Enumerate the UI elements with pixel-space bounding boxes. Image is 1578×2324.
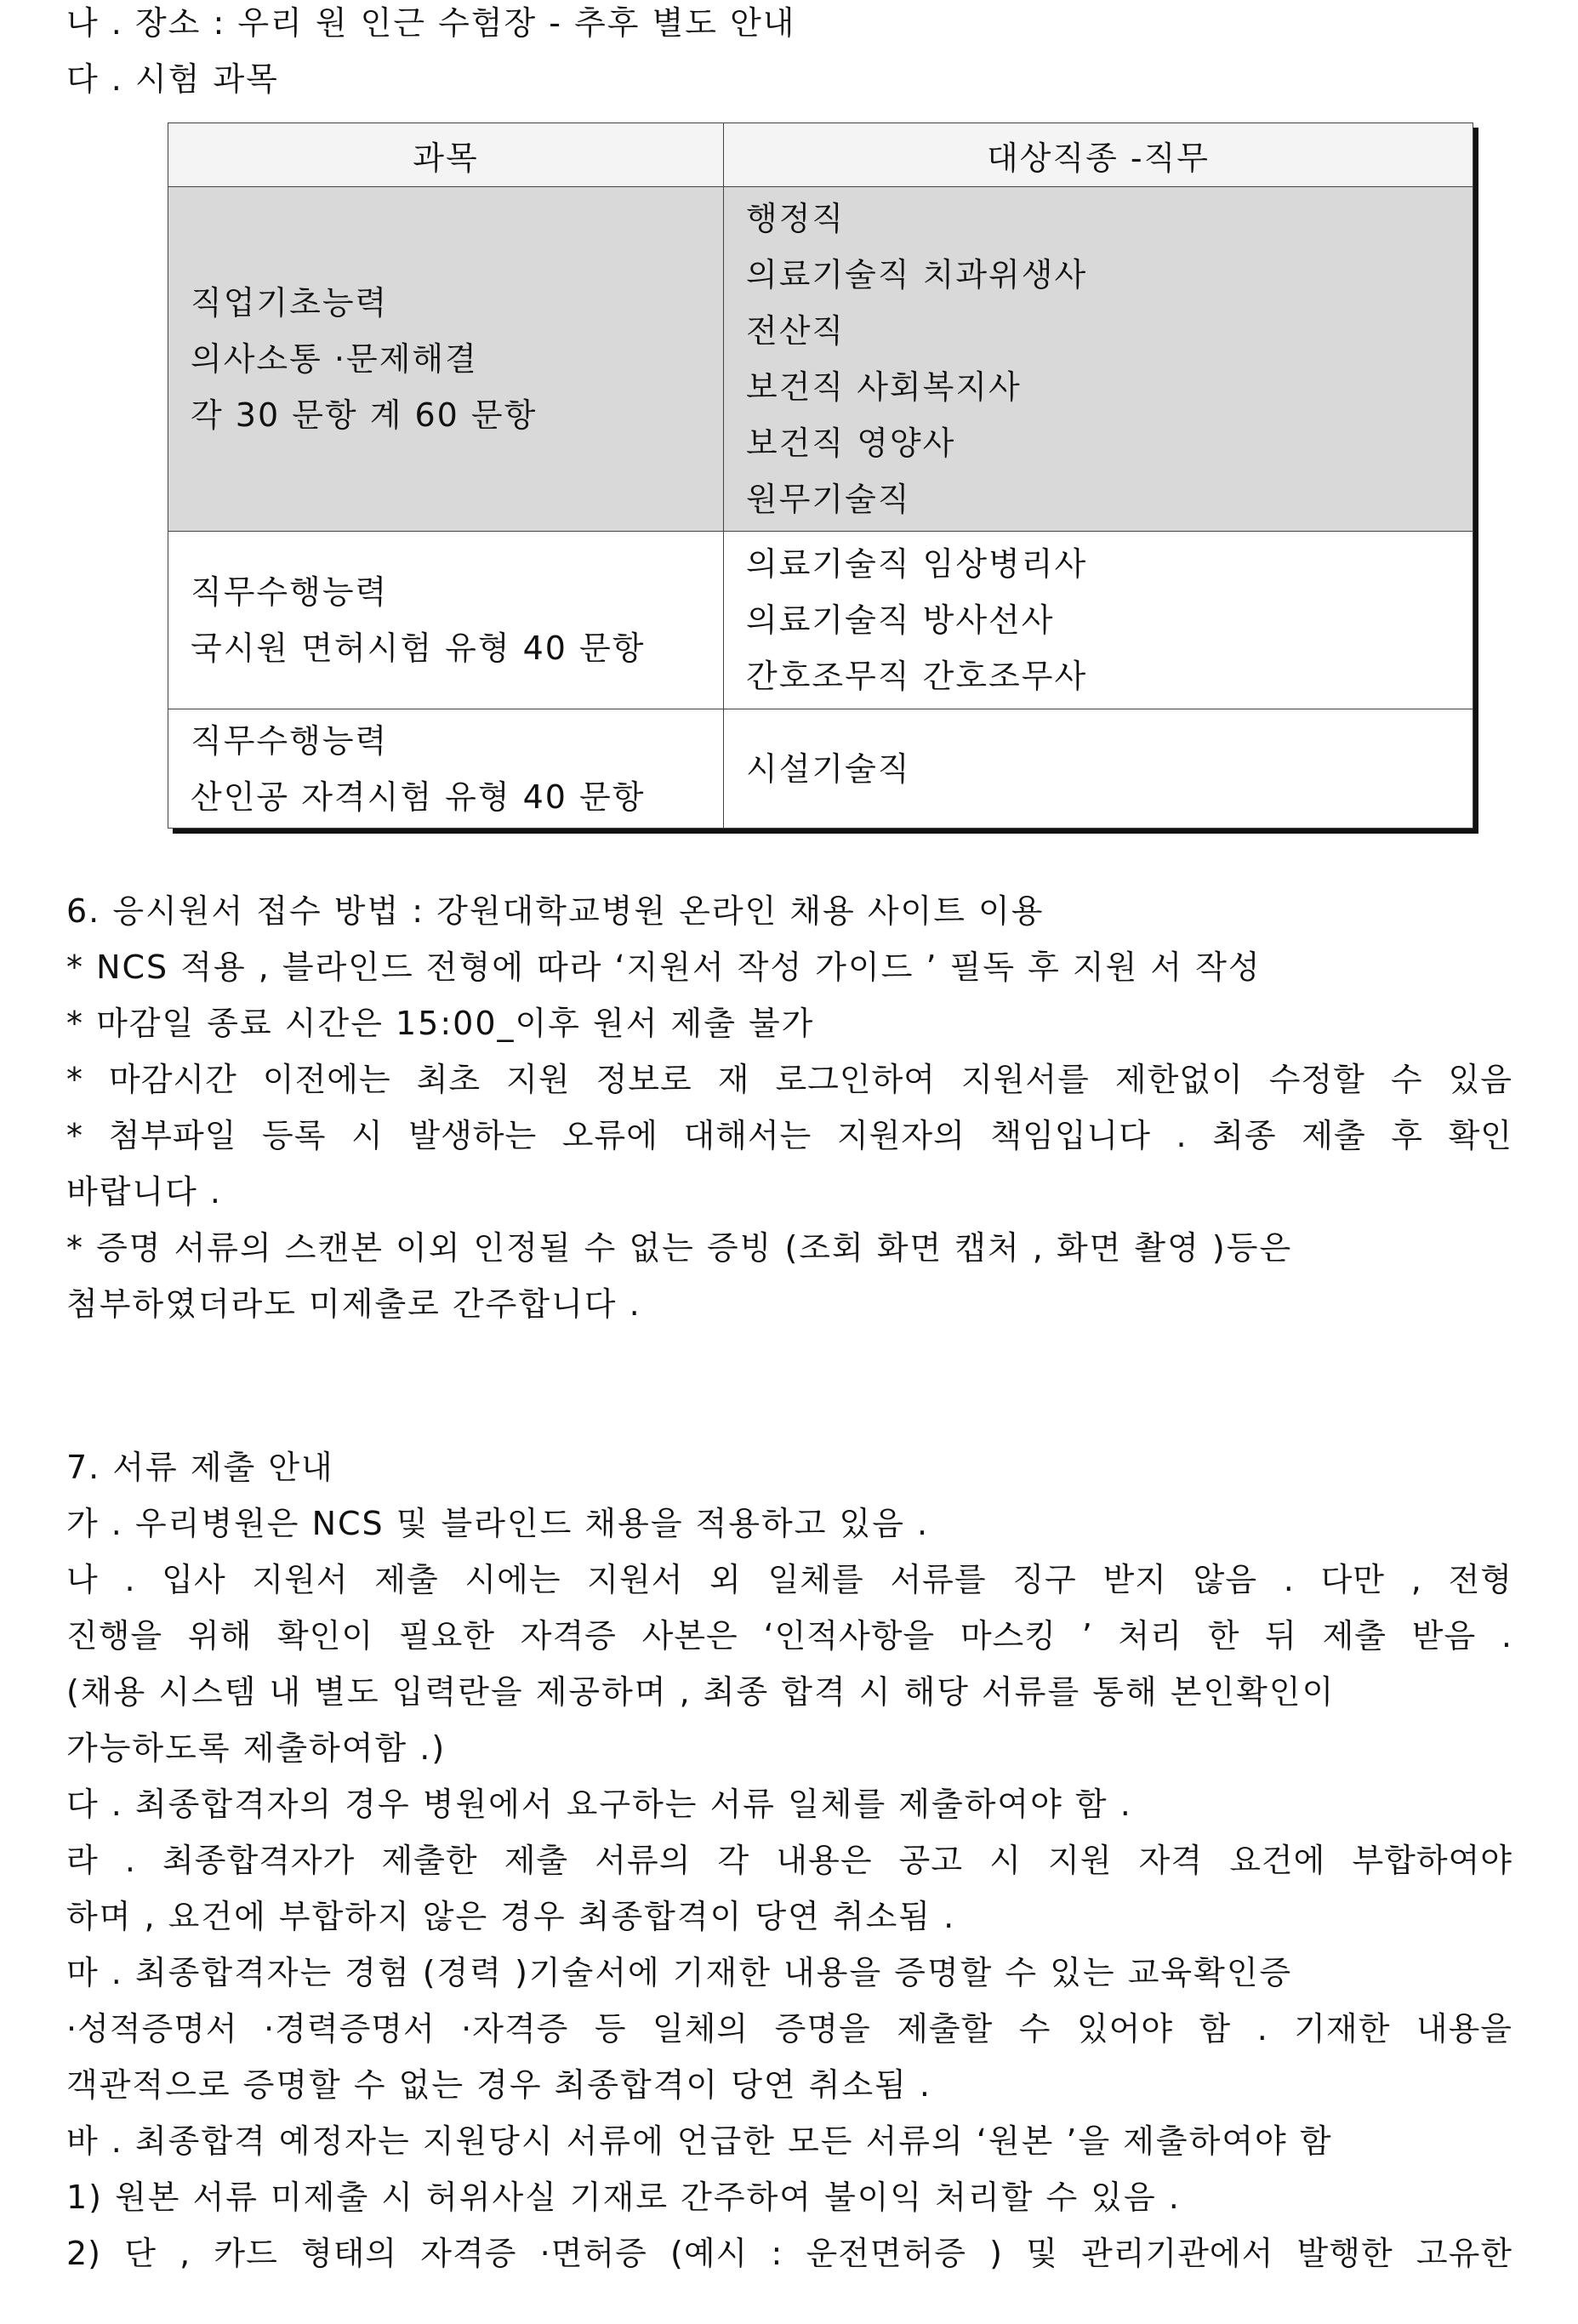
subject-line: 직무수행능력: [191, 573, 389, 611]
job-line: 행정직: [746, 200, 846, 237]
subject-line: 각 30 문항 계 60 문항: [191, 396, 538, 434]
subject-line: 산인공 자격시험 유형 40 문항: [191, 778, 646, 816]
job-line: 간호조무직 간호조무사: [746, 658, 1088, 695]
section-7-item-cont: ·성적증명서 ·경력증명서 ·자격증 등 일체의 증명을 제출할 수 있어야 함 . 기재한 내용을: [66, 2010, 1512, 2048]
section-7-item: 라 . 최종합격자가 제출한 제출 서류의 각 내용은 공고 시 지원 자격 요건에 부합하여야: [66, 1842, 1512, 1879]
job-line: 의료기술직 방사선사: [746, 601, 1055, 639]
section-7-item-cont: 가능하도록 제출하여함 .): [66, 1729, 447, 1767]
exam-subjects-table: [168, 122, 1473, 829]
table-row: [168, 709, 1473, 829]
section-6-bullet: * NCS 적용 , 블라인드 전형에 따라 ‘지원서 작성 가이드 ’ 필독 후 지원 서 작성: [66, 948, 1262, 986]
subject-cell: [168, 187, 724, 532]
section-7-item-cont: 객관적으로 증명할 수 없는 경우 최종합격이 당연 취소됨 .: [66, 2066, 931, 2104]
section-6-bullet-cont: 첨부하였더라도 미제출로 간주합니다 .: [66, 1285, 641, 1323]
section-7-item-cont: (채용 시스템 내 별도 입력란을 제공하며 , 최종 합격 시 해당 서류를 통해 본인확인이: [66, 1673, 1336, 1711]
section-7-item-cont: 진행을 위해 확인이 필요한 자격증 사본은 ‘인적사항을 마스킹 ’ 처리 한 뒤 제출 받음 .: [66, 1617, 1512, 1655]
subject-line: 직업기초능력: [191, 284, 389, 322]
subject-line: 직무수행능력: [191, 721, 389, 760]
job-line: 원무기술직: [746, 481, 911, 518]
section-6-bullet: * 마감일 종료 시간은 15:00_이후 원서 제출 불가: [66, 1005, 815, 1042]
exam-location-line: 나 . 장소 : 우리 원 인근 수험장 - 추후 별도 안내: [66, 4, 796, 42]
job-line: 의료기술직 치과위생사: [746, 256, 1088, 293]
job-line: 의료기술직 임상병리사: [746, 545, 1088, 583]
section-7-item-cont: 하며 , 요건에 부합하지 않은 경우 최종합격이 당연 취소됨 .: [66, 1898, 956, 1935]
section-6-title: 6. 응시원서 접수 방법 : 강원대학교병원 온라인 채용 사이트 이용: [66, 892, 1045, 930]
table-row: [168, 187, 1473, 532]
section-7-item: 바 . 최종합격 예정자는 지원당시 서류에 언급한 모든 서류의 ‘원본 ’을 제출하여야 함: [66, 2122, 1333, 2160]
section-7-subitem: 2) 단 , 카드 형태의 자격증 ·면허증 (예시 : 운전면허증 ) 및 관리기관에서 발행한 고유한: [66, 2235, 1512, 2272]
section-6-bullet: * 증명 서류의 스캔본 이외 인정될 수 없는 증빙 (조회 화면 캡처 , 화면 촬영 )등은: [66, 1229, 1293, 1267]
exam-subjects-heading: 다 . 시험 과목: [66, 60, 279, 98]
jobs-cell: [724, 187, 1473, 532]
jobs-cell: [724, 532, 1473, 709]
section-6-bullet: * 첨부파일 등록 시 발생하는 오류에 대해서는 지원자의 책임입니다 . 최종 제출 후 확인: [66, 1117, 1512, 1154]
section-6-bullet: * 마감시간 이전에는 최초 지원 정보로 재 로그인하여 지원서를 제한없이 수정할 수 있음: [66, 1061, 1512, 1098]
jobs-cell: [724, 709, 1473, 829]
subject-cell: [168, 709, 724, 829]
subject-line: 국시원 면허시험 유형 40 문항: [191, 629, 646, 667]
table-header-row: [168, 123, 1473, 187]
job-line: 전산직: [746, 312, 846, 350]
section-7-item: 나 . 입사 지원서 제출 시에는 지원서 외 일체를 서류를 징구 받지 않음 . 다만 , 전형: [66, 1561, 1512, 1598]
job-line: 보건직 영양사: [746, 424, 956, 462]
header-subject: 과목: [168, 123, 724, 187]
subject-line: 의사소통 ·문제해결: [191, 340, 478, 378]
section-7-item: 마 . 최종합격자는 경험 (경력 )기술서에 기재한 내용을 증명할 수 있는 교육확인증: [66, 1954, 1293, 1991]
section-7-title: 7. 서류 제출 안내: [66, 1449, 334, 1486]
header-target-jobs: 대상직종 -직무: [724, 123, 1473, 187]
section-7-item: 다 . 최종합격자의 경우 병원에서 요구하는 서류 일체를 제출하여야 함 .: [66, 1786, 1132, 1823]
section-7-subitem: 1) 원본 서류 미제출 시 허위사실 기재로 간주하여 불이익 처리할 수 있음 .: [66, 2179, 1181, 2216]
section-7-item: 가 . 우리병원은 NCS 및 블라인드 채용을 적용하고 있음 .: [66, 1505, 930, 1542]
subject-cell: [168, 532, 724, 709]
section-6-bullet-cont: 바랍니다 .: [66, 1173, 222, 1210]
job-line: 보건직 사회복지사: [746, 368, 1022, 406]
table-row: [168, 532, 1473, 709]
job-line: 시설기술직: [746, 749, 911, 788]
